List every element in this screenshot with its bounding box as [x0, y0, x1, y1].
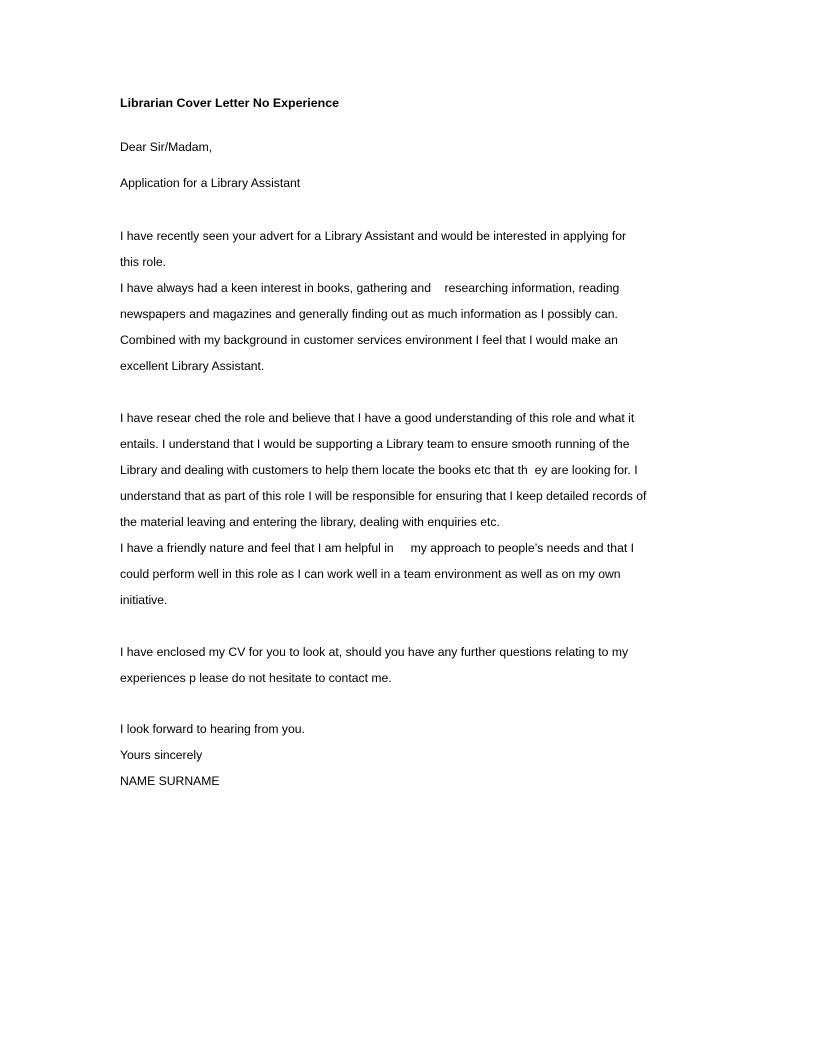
paragraph-line: I have a friendly nature and feel that I am helpful in my approach to people’s needs and that I — [120, 541, 635, 555]
paragraph-line: understand that as part of this role I will be responsible for ensuring that I keep detailed records of — [120, 489, 647, 503]
paragraph-line: the material leaving and entering the library, dealing with enquiries etc. — [120, 515, 500, 529]
closing-signoff: Yours sincerely — [120, 748, 203, 762]
paragraph-line: entails. I understand that I would be supporting a Library team to ensure smooth running of the — [120, 437, 630, 451]
document-title: Librarian Cover Letter No Experience — [120, 96, 339, 110]
paragraph-line: Library and dealing with customers to help them locate the books etc that th ey are looking for. I — [120, 463, 638, 477]
signature-name: NAME SURNAME — [120, 774, 220, 788]
paragraph-line: this role. — [120, 255, 167, 269]
closing-line: I look forward to hearing from you. — [120, 722, 305, 736]
paragraph-line: I have enclosed my CV for you to look at, should you have any further questions relating to my — [120, 645, 629, 659]
paragraph-line: experiences p lease do not hesitate to contact me. — [120, 671, 392, 685]
paragraph-line: could perform well in this role as I can work well in a team environment as well as on my own — [120, 567, 621, 581]
subject-line: Application for a Library Assistant — [120, 176, 301, 190]
paragraph-line: initiative. — [120, 593, 168, 607]
paragraph-line: I have always had a keen interest in books, gathering and researching information, reading — [120, 281, 620, 295]
paragraph-line: Combined with my background in customer services environment I feel that I would make an — [120, 333, 618, 347]
salutation: Dear Sir/Madam, — [120, 140, 213, 154]
paragraph-line: I have recently seen your advert for a Library Assistant and would be interested in applying for — [120, 229, 627, 243]
paragraph-line: newspapers and magazines and generally finding out as much information as I possibly can. — [120, 307, 618, 321]
paragraph-line: I have resear ched the role and believe that I have a good understanding of this role and what it — [120, 411, 635, 425]
paragraph-line: excellent Library Assistant. — [120, 359, 265, 373]
